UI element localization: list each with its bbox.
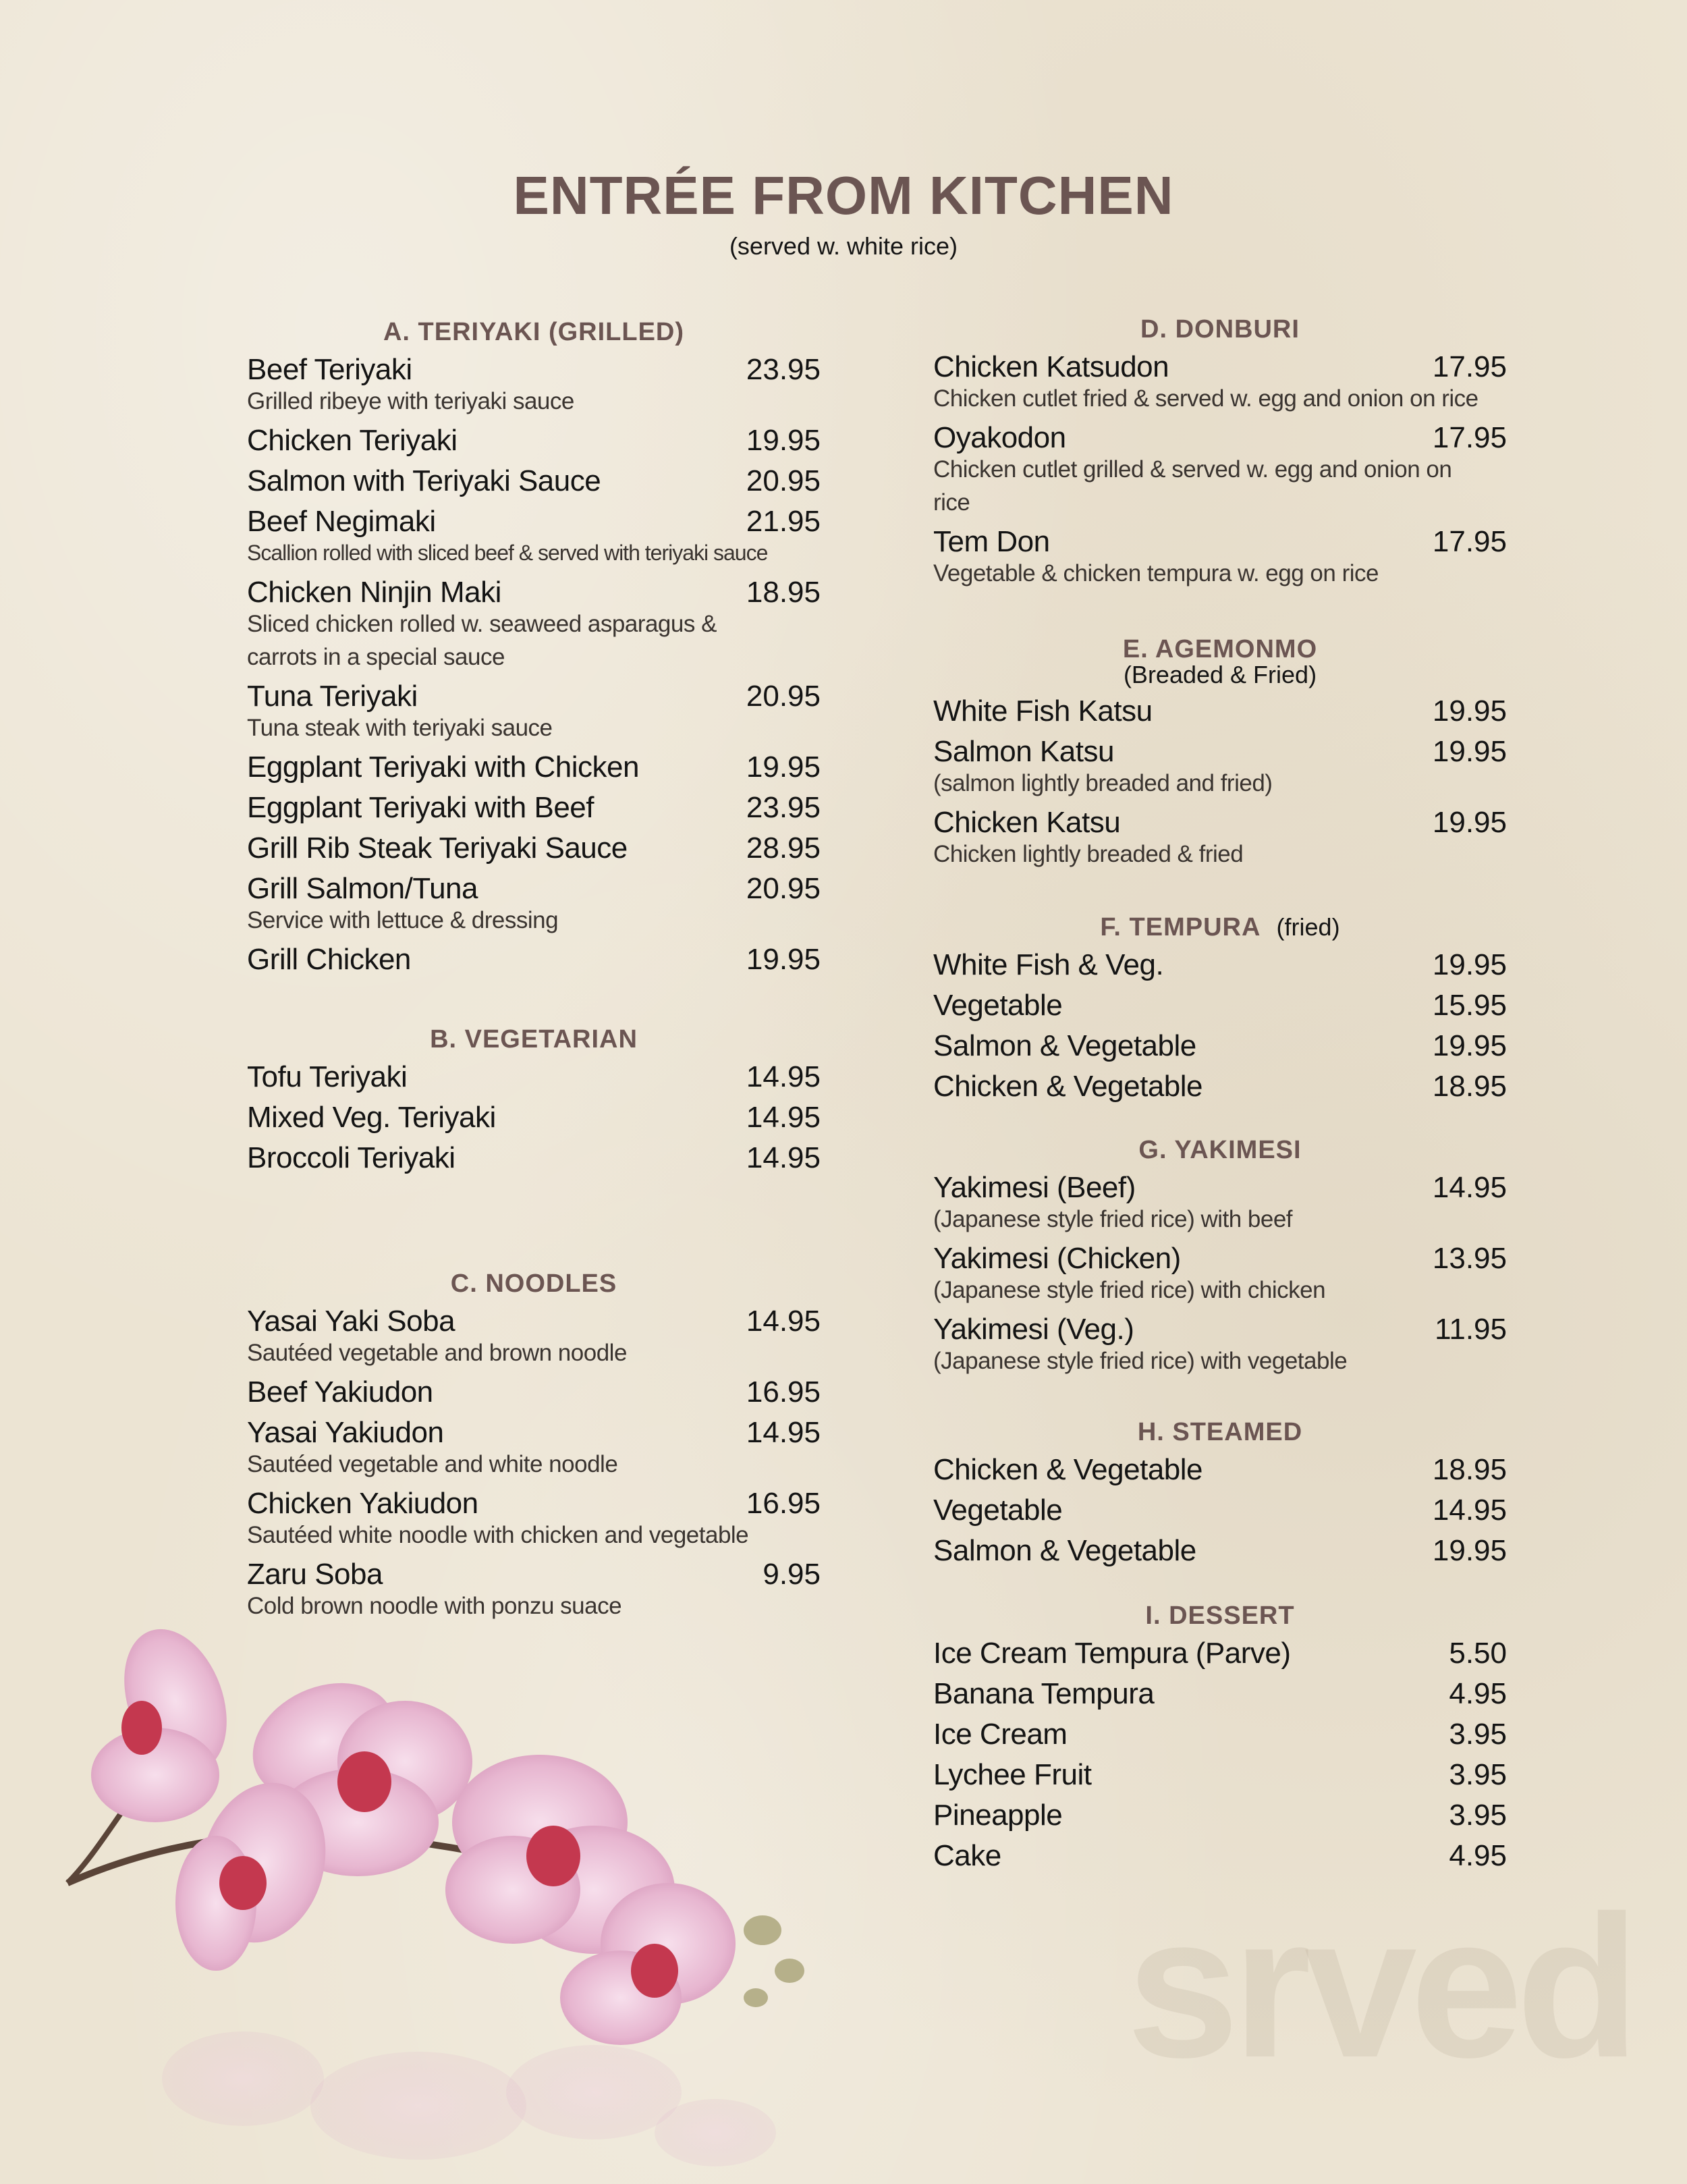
item-price: 19.95 <box>1432 1029 1507 1062</box>
item-description: Service with lettuce & dressing <box>247 907 559 933</box>
item-name: Beef Yakiudon <box>247 1375 433 1409</box>
menu-item <box>247 350 821 420</box>
section-steamed <box>933 1415 1507 1571</box>
menu-item <box>933 1795 1507 1836</box>
item-name: Grill Salmon/Tuna <box>247 872 478 905</box>
section-tempura <box>933 910 1507 1107</box>
item-name: Salmon Katsu <box>933 735 1114 768</box>
item-price: 19.95 <box>1432 1534 1507 1567</box>
menu-item <box>247 869 821 939</box>
item-name: Yakimesi (Beef) <box>933 1171 1136 1204</box>
item-price: 19.95 <box>1432 694 1507 728</box>
item-price: 17.95 <box>1432 350 1507 383</box>
menu-item <box>247 1413 821 1483</box>
item-price: 3.95 <box>1449 1718 1507 1751</box>
item-price: 19.95 <box>1432 806 1507 839</box>
section-heading: B. VEGETARIAN <box>430 1025 638 1054</box>
item-description: (Japanese style fried rice) with chicken <box>933 1277 1326 1303</box>
menu-item <box>247 828 821 869</box>
menu-item <box>247 747 821 788</box>
item-name: Yasai Yaki Soba <box>247 1305 455 1338</box>
item-name: Tem Don <box>933 525 1050 558</box>
item-name: Mixed Veg. Teriyaki <box>247 1101 496 1134</box>
item-description: Tuna steak with teriyaki sauce <box>247 715 553 741</box>
section-heading: C. NOODLES <box>450 1270 617 1298</box>
menu-item <box>933 1755 1507 1795</box>
menu-item <box>933 1026 1507 1066</box>
menu-item <box>247 1372 821 1413</box>
menu-item <box>933 945 1507 985</box>
item-name: Pineapple <box>933 1799 1063 1832</box>
page-title: ENTRÉE FROM KITCHEN <box>513 165 1174 225</box>
item-price: 18.95 <box>746 576 821 609</box>
item-price: 14.95 <box>746 1305 821 1338</box>
item-name: Chicken & Vegetable <box>933 1453 1203 1486</box>
menu-item <box>247 572 821 676</box>
menu-item <box>933 1309 1507 1380</box>
item-price: 18.95 <box>1432 1070 1507 1103</box>
item-name: Chicken Ninjin Maki <box>247 576 501 609</box>
menu-item <box>247 1483 821 1554</box>
item-description: (salmon lightly breaded and fried) <box>933 770 1273 796</box>
item-price: 14.95 <box>746 1416 821 1449</box>
section-heading: G. YAKIMESI <box>1138 1136 1302 1164</box>
item-price: 14.95 <box>746 1101 821 1134</box>
section-teriyaki <box>247 315 821 980</box>
orchid-flowers-image <box>40 1620 817 2184</box>
item-name: Ice Cream Tempura (Parve) <box>933 1637 1291 1670</box>
item-description: Sautéed vegetable and brown noodle <box>247 1340 627 1366</box>
item-name: Beef Negimaki <box>247 505 436 538</box>
item-name: Chicken Katsu <box>933 806 1121 839</box>
item-price: 3.95 <box>1449 1799 1507 1832</box>
menu-item <box>933 418 1507 522</box>
menu-item <box>933 1450 1507 1490</box>
section-yakimesi <box>933 1132 1507 1380</box>
item-price: 3.95 <box>1449 1758 1507 1791</box>
item-description: Chicken cutlet grilled & served w. egg and onion on rice <box>933 456 1452 516</box>
section-title: F. TEMPURA <box>1100 913 1261 941</box>
item-price: 20.95 <box>746 464 821 497</box>
item-price: 17.95 <box>1432 421 1507 454</box>
item-price: 5.50 <box>1449 1637 1507 1670</box>
menu-item <box>247 1097 821 1138</box>
menu-item <box>933 1531 1507 1571</box>
item-name: Vegetable <box>933 1494 1063 1527</box>
menu-item <box>933 1066 1507 1107</box>
item-name: Salmon with Teriyaki Sauce <box>247 464 601 497</box>
item-price: 19.95 <box>746 943 821 976</box>
item-name: Yakimesi (Chicken) <box>933 1242 1181 1275</box>
item-name: White Fish Katsu <box>933 694 1153 728</box>
section-agemonmo <box>933 632 1507 873</box>
item-price: 19.95 <box>1432 948 1507 981</box>
item-name: Broccoli Teriyaki <box>247 1141 455 1174</box>
item-name: Tofu Teriyaki <box>247 1060 408 1093</box>
item-description: Grilled ribeye with teriyaki sauce <box>247 388 574 414</box>
item-description: Sautéed white noodle with chicken and vegetable <box>247 1522 749 1548</box>
menu-item <box>933 1490 1507 1531</box>
item-name: Grill Chicken <box>247 943 411 976</box>
item-price: 21.95 <box>746 505 821 538</box>
item-price: 19.95 <box>746 424 821 457</box>
section-heading: H. STEAMED <box>1137 1418 1303 1446</box>
menu-item <box>247 420 821 461</box>
item-name: Oyakodon <box>933 421 1066 454</box>
item-name: Zaru Soba <box>247 1558 383 1591</box>
item-price: 11.95 <box>1435 1313 1507 1346</box>
menu-item <box>247 461 821 501</box>
item-description: Chicken cutlet fried & served w. egg and onion on rice <box>933 385 1478 412</box>
section-heading: I. DESSERT <box>1145 1602 1295 1630</box>
item-description: Sautéed vegetable and white noodle <box>247 1451 618 1477</box>
menu-item <box>933 1168 1507 1238</box>
menu-item <box>933 1714 1507 1755</box>
item-name: Tuna Teriyaki <box>247 680 418 713</box>
item-name: Lychee Fruit <box>933 1758 1092 1791</box>
item-description: (Japanese style fried rice) with vegetable <box>933 1348 1348 1374</box>
item-description: Cold brown noodle with ponzu suace <box>247 1593 622 1619</box>
item-price: 4.95 <box>1449 1839 1507 1872</box>
page-subtitle: (served w. white rice) <box>729 232 958 260</box>
item-name: Chicken Katsudon <box>933 350 1169 383</box>
section-vegetarian <box>247 1022 821 1178</box>
item-price: 14.95 <box>1432 1171 1507 1204</box>
menu-item <box>933 1836 1507 1876</box>
item-name: Beef Teriyaki <box>247 353 412 386</box>
item-price: 20.95 <box>746 872 821 905</box>
item-name: Chicken Yakiudon <box>247 1487 478 1520</box>
item-description: Sliced chicken rolled w. seaweed asparagus & carrots in a special sauce <box>247 611 717 670</box>
item-price: 14.95 <box>746 1060 821 1093</box>
item-price: 13.95 <box>1432 1242 1507 1275</box>
item-price: 16.95 <box>746 1487 821 1520</box>
menu-item <box>933 522 1507 593</box>
item-price: 18.95 <box>1432 1453 1507 1486</box>
item-price: 14.95 <box>746 1141 821 1174</box>
watermark-logo: srved <box>1126 1873 1633 2100</box>
item-price: 17.95 <box>1432 525 1507 558</box>
item-price: 15.95 <box>1432 989 1507 1022</box>
item-name: Yakimesi (Veg.) <box>933 1313 1134 1346</box>
menu-item <box>933 985 1507 1026</box>
menu-item <box>247 1057 821 1097</box>
item-name: Grill Rib Steak Teriyaki Sauce <box>247 831 628 865</box>
item-name: Yasai Yakiudon <box>247 1416 444 1449</box>
item-name: Banana Tempura <box>933 1677 1155 1710</box>
item-name: Chicken Teriyaki <box>247 424 458 457</box>
item-name: Chicken & Vegetable <box>933 1070 1203 1103</box>
section-heading <box>933 910 1507 945</box>
menu-item <box>933 1633 1507 1674</box>
item-name: Eggplant Teriyaki with Chicken <box>247 750 639 784</box>
item-name: Eggplant Teriyaki with Beef <box>247 791 594 824</box>
item-price: 9.95 <box>763 1558 821 1591</box>
section-noodles <box>247 1266 821 1625</box>
section-heading: A. TERIYAKI (GRILLED) <box>383 318 685 346</box>
menu-item <box>933 732 1507 802</box>
item-name: Cake <box>933 1839 1001 1872</box>
item-name: Salmon & Vegetable <box>933 1029 1196 1062</box>
menu-item <box>247 1554 821 1625</box>
menu-item <box>247 501 821 572</box>
item-name: White Fish & Veg. <box>933 948 1164 981</box>
section-donburi <box>933 312 1507 593</box>
menu-item <box>247 1138 821 1178</box>
section-note: (fried) <box>1276 913 1340 941</box>
menu-item <box>933 347 1507 418</box>
menu-item <box>933 1238 1507 1309</box>
item-name: Vegetable <box>933 989 1063 1022</box>
item-price: 16.95 <box>746 1375 821 1409</box>
item-price: 19.95 <box>746 750 821 784</box>
item-price: 19.95 <box>1432 735 1507 768</box>
item-price: 28.95 <box>746 831 821 865</box>
item-price: 14.95 <box>1432 1494 1507 1527</box>
menu-item <box>933 691 1507 732</box>
menu-item <box>247 939 821 980</box>
section-heading: E. AGEMONMO <box>1122 635 1318 663</box>
item-name: Salmon & Vegetable <box>933 1534 1196 1567</box>
menu-item <box>247 788 821 828</box>
item-price: 4.95 <box>1449 1677 1507 1710</box>
item-price: 23.95 <box>746 791 821 824</box>
item-description: Vegetable & chicken tempura w. egg on rice <box>933 560 1379 586</box>
section-subheading: (Breaded & Fried) <box>1123 661 1317 688</box>
item-description: (Japanese style fried rice) with beef <box>933 1206 1293 1232</box>
menu-item <box>247 676 821 747</box>
section-dessert <box>933 1598 1507 1876</box>
item-description: Scallion rolled with sliced beef & served with teriyaki sauce <box>247 541 768 565</box>
menu-item <box>933 802 1507 873</box>
item-price: 23.95 <box>746 353 821 386</box>
menu-item <box>933 1674 1507 1714</box>
item-price: 20.95 <box>746 680 821 713</box>
item-name: Ice Cream <box>933 1718 1068 1751</box>
items-list <box>247 350 821 980</box>
menu-item <box>247 1301 821 1372</box>
section-heading: D. DONBURI <box>1140 315 1300 344</box>
item-description: Chicken lightly breaded & fried <box>933 841 1244 867</box>
